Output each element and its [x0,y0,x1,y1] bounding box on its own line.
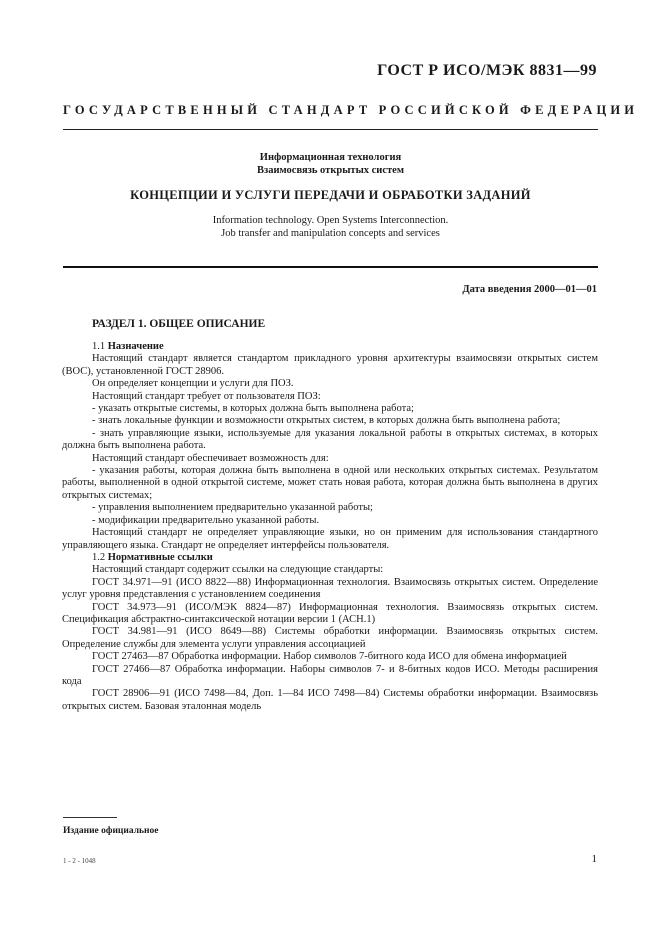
english-title-line-1: Information technology. Open Systems Interconnection. [212,215,449,226]
subsection-number: 1.1 [92,341,108,352]
state-standard-banner: ГОСУДАРСТВЕННЫЙ СТАНДАРТ РОССИЙСКОЙ ФЕДЕРАЦИИ [63,103,639,117]
subsection-heading-1-1 [92,341,598,353]
paragraph: Настоящий стандарт требует от пользователя ПОЗ: [92,390,321,402]
normative-reference: ГОСТ 27463—87 Обработка информации. Набор символов 7-битного кода ИСО для обмена информацией [92,651,567,663]
section-title: РАЗДЕЛ 1. ОБЩЕЕ ОПИСАНИЕ [92,318,266,330]
list-item: - модификации предварительно указанной работы. [92,514,320,526]
subsection-heading-text: Назначение [107,341,164,352]
paragraph: Он определяет концепции и услуги для ПОЗ. [92,378,294,390]
subsection-heading-1-2 [92,552,598,564]
paragraph: Настоящий стандарт обеспечивает возможность для: [92,452,329,464]
print-code: 1 - 2 - 1048 [63,857,96,865]
paragraph: Настоящий стандарт не определяет управляющие языки, но он применим для использования стандартного управляющего языка. Стандарт не определяет интерфейсы пользователя. [62,527,598,551]
normative-reference: ГОСТ 34.981—91 (ИСО 8649—88) Системы обработки информации. Взаимосвязь открытых систем. Определение службы для элемента услуги управления ассоциацией [62,626,598,650]
subsection-heading-text: Нормативные ссылки [107,551,213,563]
footer-divider [63,817,117,818]
subsection-number: 1.2 [92,551,108,563]
edition-label: Издание официальное [63,826,159,836]
document-body [62,341,598,713]
normative-reference: ГОСТ 27466—87 Обработка информации. Наборы символов 7- и 8-битных кодов ИСО. Методы расширения кода [62,663,598,687]
header-divider [63,129,598,130]
title-divider [63,266,598,268]
list-item: - указать открытые системы, в которых должна быть выполнена работа; [92,403,414,415]
introduction-date: Дата введения 2000—01—01 [462,284,597,295]
paragraph: Настоящий стандарт содержит ссылки на следующие стандарты: [92,564,384,576]
list-item: - указания работы, которая должна быть выполнена в одной или нескольких открытых системах. Результатом работы, выполненной в одной открытой системе, может стать новая работа, которая должна быть выполнена в других открытых системах; [62,465,598,501]
page-number: 1 [591,853,597,865]
list-item: - знать управляющие языки, используемые для указания локальной работы в открытых системах, в которых должна быть выполнена работа. [62,427,598,452]
subject-line-1: Информационная технология [259,152,402,163]
normative-reference: ГОСТ 28906—91 (ИСО 7498—84, Доп. 1—84 ИСО 7498—84) Системы обработки информации. Взаимосвязь открытых систем. Базовая эталонная модель [62,688,598,712]
subject-line-2: Взаимосвязь открытых систем [257,165,404,176]
english-title-line-2: Job transfer and manipulation concepts and services [221,228,440,239]
document-title: КОНЦЕПЦИИ И УСЛУГИ ПЕРЕДАЧИ И ОБРАБОТКИ ЗАДАНИЙ [130,188,531,202]
list-item: - управления выполнением предварительно указанной работы; [92,502,373,514]
normative-reference: ГОСТ 34.973—91 (ИСО/МЭК 8824—87) Информационная технология. Взаимосвязь открытых систем. Спецификация абстрактно-синтаксической нотации версии 1 (АСН.1) [62,601,598,625]
normative-reference: ГОСТ 34.971—91 (ИСО 8822—88) Информационная технология. Взаимосвязь открытых систем. Определение услуг уровня представления с установлением соединения [62,576,598,601]
paragraph: Настоящий стандарт является стандартом прикладного уровня архитектуры взаимосвязи открытых систем (ВОС), установленной ГОСТ 28906. [62,353,598,377]
list-item: - знать локальные функции и возможности открытых систем, в которых должна быть выполнена работа; [92,415,561,427]
gost-number: ГОСТ Р ИСО/МЭК 8831—99 [377,62,597,79]
